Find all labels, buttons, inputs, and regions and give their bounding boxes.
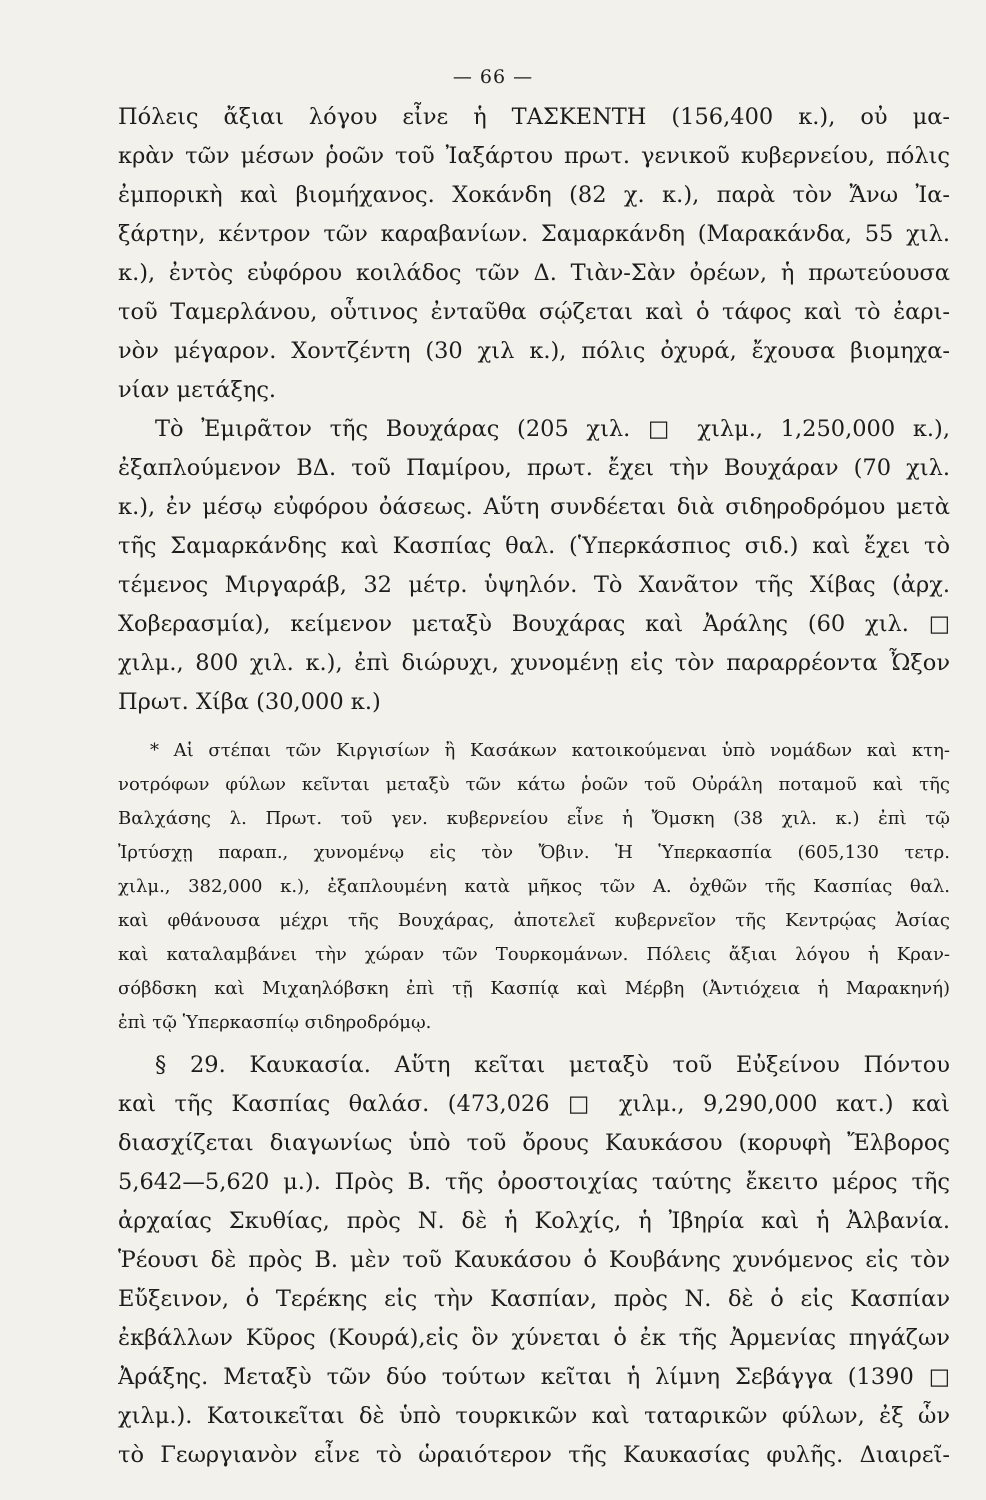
footnote-line: Ἰρτύσχῃ παραπ., χυνομένῳ εἰς τὸν Ὄβιν. Ἡ Ὑπερκασπία (605,130 τετρ.: [118, 842, 950, 863]
text-line: χιλμ.). Κατοικεῖται δὲ ὑπὸ τουρκικῶν καὶ ταταρικῶν φύλων, ἐξ ὧν: [118, 1403, 950, 1429]
text-line: τέμενος Μιργαράβ, 32 μέτρ. ὑψηλόν. Τὸ Χανᾶτον τῆς Χίβας (ἀρχ.: [118, 572, 950, 598]
section-heading-line: § 29. Καυκασία. Αὕτη κεῖται μεταξὺ τοῦ Εὐξείνου Πόντου: [155, 1052, 950, 1078]
text-line: τῆς Σαμαρκάνδης καὶ Κασπίας θαλ. (Ὑπερκάσπιος σιδ.) καὶ ἔχει τὸ: [118, 533, 950, 559]
footnote-line: ἐπὶ τῷ Ὑπερκασπίῳ σιδηροδρόμῳ.: [118, 1012, 432, 1033]
text-line: ἐξαπλούμενον ΒΔ. τοῦ Παμίρου, πρωτ. ἔχει τὴν Βουχάραν (70 χιλ.: [118, 455, 950, 481]
text-line: καὶ τῆς Κασπίας θαλάσ. (473,026 □ χιλμ., 9,290,000 κατ.) καὶ: [118, 1091, 950, 1117]
paragraph-start-line: Τὸ Ἐμιρᾶτον τῆς Βουχάρας (205 χιλ. □ χιλμ., 1,250,000 κ.),: [155, 416, 950, 442]
text-line: Πόλεις ἄξιαι λόγου εἶνε ἡ ΤΑΣΚΕΝΤΗ (156,400 κ.), οὐ μα-: [118, 104, 950, 130]
text-line: 5,642—5,620 μ.). Πρὸς Β. τῆς ὀροστοιχίας ταύτης ἔκειτο μέρος τῆς: [118, 1169, 950, 1195]
text-line: Πρωτ. Χίβα (30,000 κ.): [118, 689, 381, 715]
text-line: Ῥέουσι δὲ πρὸς Β. μὲν τοῦ Καυκάσου ὁ Κουβάνης χυνόμενος εἰς τὸν: [118, 1247, 950, 1273]
text-line: χιλμ., 800 χιλ. κ.), ἐπὶ διώρυχι, χυνομένῃ εἰς τὸν παραρρέοντα Ὦξον: [118, 650, 950, 676]
footnote-line: σόβδσκη καὶ Μιχαηλόβσκη ἐπὶ τῇ Κασπίᾳ καὶ Μέρβη (Ἀντιόχεια ἡ Μαρακηνή): [118, 978, 950, 999]
text-line: κ.), ἐντὸς εὐφόρου κοιλάδος τῶν Δ. Τιὰν-Σὰν ὀρέων, ἡ πρωτεύουσα: [118, 260, 950, 286]
text-line: νὸν μέγαρον. Χοντζέντη (30 χιλ κ.), πόλις ὀχυρά, ἔχουσα βιομηχα-: [118, 338, 950, 364]
footnote-line: νοτρόφων φύλων κεῖνται μεταξὺ τῶν κάτω ῥοῶν τοῦ Οὐράλη ποταμοῦ καὶ τῆς: [118, 774, 950, 795]
text-line: Χοβερασμία), κείμενον μεταξὺ Βουχάρας καὶ Ἀράλης (60 χιλ. □: [118, 611, 950, 637]
footnote-line: καὶ φθάνουσα μέχρι τῆς Βουχάρας, ἀποτελεῖ κυβερνεῖον τῆς Κεντρῴας Ἀσίας: [118, 910, 950, 931]
text-line: κ.), ἐν μέσῳ εὐφόρου ὀάσεως. Αὕτη συνδέεται διὰ σιδηροδρόμου μετὰ: [118, 494, 950, 520]
text-line: διασχίζεται διαγωνίως ὑπὸ τοῦ ὄρους Καυκάσου (κορυφὴ Ἔλβορος: [118, 1130, 950, 1156]
text-line: ἐκβάλλων Κῦρος (Κουρά),εἰς ὃν χύνεται ὁ ἐκ τῆς Ἀρμενίας πηγάζων: [118, 1325, 950, 1351]
footnote-line: καὶ καταλαμβάνει τὴν χώραν τῶν Τουρκομάνων. Πόλεις ἄξιαι λόγου ἡ Κραν-: [118, 944, 950, 965]
footnote-line: χιλμ., 382,000 κ.), ἐξαπλουμένη κατὰ μῆκος τῶν Α. ὀχθῶν τῆς Κασπίας θαλ.: [118, 876, 950, 897]
text-line: ἀρχαίας Σκυθίας, πρὸς Ν. δὲ ἡ Κολχίς, ἡ Ἰβηρία καὶ ἡ Ἀλβανία.: [118, 1208, 950, 1234]
text-line: ξάρτην, κέντρον τῶν καραβανίων. Σαμαρκάνδη (Μαρακάνδα, 55 χιλ.: [118, 221, 950, 247]
footnote-line: Βαλχάσης λ. Πρωτ. τοῦ γεν. κυβερνείου εἶνε ἡ Ὄμσκη (38 χιλ. κ.) ἐπὶ τῷ: [118, 808, 950, 829]
text-line: ἐμπορικὴ καὶ βιομήχανος. Χοκάνδη (82 χ. κ.), παρὰ τὸν Ἄνω Ἰα-: [118, 182, 950, 208]
page-number: — 66 —: [452, 66, 534, 88]
footnote-line: * Αἱ στέπαι τῶν Κιργισίων ἢ Κασάκων κατοικούμεναι ὑπὸ νομάδων καὶ κτη-: [150, 740, 950, 761]
text-line: τοῦ Ταμερλάνου, οὗτινος ἐνταῦθα σῴζεται καὶ ὁ τάφος καὶ τὸ ἐαρι-: [118, 299, 950, 325]
text-line: κρὰν τῶν μέσων ῥοῶν τοῦ Ἰαξάρτου πρωτ. γενικοῦ κυβερνείου, πόλις: [118, 143, 950, 169]
text-line: Ἀράξης. Μεταξὺ τῶν δύο τούτων κεῖται ἡ λίμνη Σεβάγγα (1390 □: [118, 1364, 950, 1390]
text-line: τὸ Γεωργιανὸν εἶνε τὸ ὡραιότερον τῆς Καυκασίας φυλῆς. Διαιρεῖ-: [118, 1442, 950, 1468]
text-line: νίαν μετάξης.: [118, 377, 277, 403]
text-line: Εὔξεινον, ὁ Τερέκης εἰς τὴν Κασπίαν, πρὸς Ν. δὲ ὁ εἰς Κασπίαν: [118, 1286, 950, 1312]
